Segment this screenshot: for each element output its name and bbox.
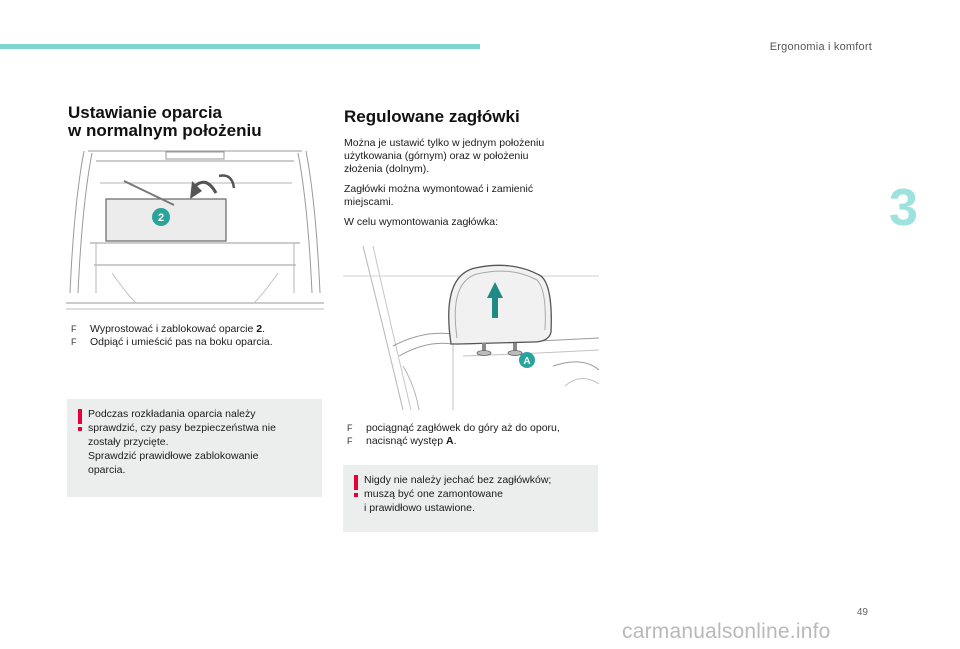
- heading-backrest-line1: Ustawianie oparcia: [68, 103, 223, 122]
- heading-backrest: [68, 104, 328, 140]
- bullet-icon: F: [71, 337, 77, 347]
- warning-exclamation-icon: [353, 475, 359, 497]
- paragraph-positions: Można je ustawić tylko w jednym położeniu użytkowania (górnym) oraz w położeniu złożenia (dolnym).: [344, 137, 545, 175]
- warning-text: Podczas rozkładania oparcia należy sprawdzić, czy pasy bezpieczeństwa nie zostały przycięte. Sprawdzić prawidłowe zablokowanie oparcia.: [88, 408, 276, 476]
- headrest-steps: [344, 422, 600, 448]
- list-item: F Odpiąć i umieścić pas na boku oparcia.: [71, 336, 273, 348]
- chapter-number: 3: [889, 179, 918, 237]
- warning-exclamation-icon: [77, 409, 83, 431]
- bullet-icon: F: [347, 436, 353, 446]
- section-title: Ergonomia i komfort: [769, 41, 872, 53]
- watermark: carmanualsonline.info: [622, 620, 831, 643]
- warning-text: Nigdy nie należy jechać bez zagłówków; muszą być one zamontowane i prawidłowo ustawione.: [364, 474, 552, 514]
- list-item: F pociągnąć zagłówek do góry aż do oporu,: [347, 422, 560, 434]
- paragraph-intro-steps: W celu wymontowania zagłówka:: [344, 216, 499, 228]
- header-accent-bar: [0, 44, 480, 49]
- heading-backrest-line2: w normalnym położeniu: [68, 121, 262, 140]
- svg-text:2: 2: [157, 212, 165, 224]
- warning-box-headrests: [343, 465, 598, 532]
- paragraph-removal: Zagłówki można wymontować i zamienić miejscami.: [344, 183, 534, 208]
- list-item: F nacisnąć występ A.: [347, 435, 457, 447]
- backrest-illustration: [66, 143, 324, 315]
- headrest-illustration: [343, 246, 599, 410]
- backrest-steps: [68, 323, 324, 349]
- page-number: 49: [856, 607, 868, 618]
- heading-headrests: Regulowane zagłówki: [344, 107, 520, 126]
- list-item: F Wyprostować i zablokować oparcie 2.: [71, 323, 265, 335]
- bullet-icon: F: [71, 324, 77, 334]
- warning-box-seatbelts: [67, 399, 322, 497]
- bullet-icon: F: [347, 423, 353, 433]
- svg-text:A: A: [523, 356, 531, 367]
